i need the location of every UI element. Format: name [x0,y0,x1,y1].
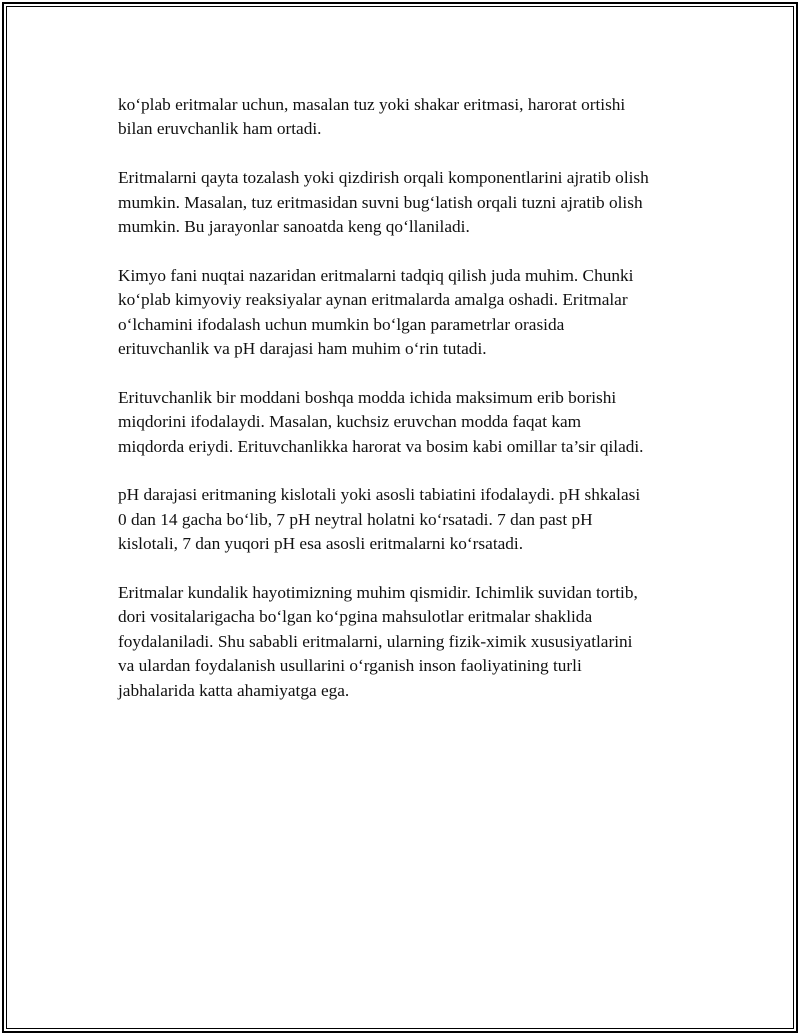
text-line: Kimyo fani nuqtai nazaridan eritmalarni tadqiq qilish juda muhim. Chunki [118,265,634,285]
text-line: pH darajasi eritmaning kislotali yoki asosli tabiatini ifodalaydi. pH shkalasi [118,485,641,505]
text-line: Eritmalar kundalik hayotimizning muhim qismidir. Ichimlik suvidan tortib, [118,583,638,603]
text-line: Erituvchanlik bir moddani boshqa modda ichida maksimum erib borishi [118,387,617,407]
paragraph-1 [118,93,693,142]
text-line: 0 dan 14 gacha bo‘lib, 7 pH neytral holatni ko‘rsatadi. 7 dan past pH [118,509,593,529]
paragraph-4 [118,386,693,459]
text-line: mumkin. Bu jarayonlar sanoatda keng qo‘llaniladi. [118,217,470,237]
text-line: erituvchanlik va pH darajasi ham muhim o‘rin tutadi. [118,339,487,359]
paragraph-5 [118,483,693,556]
paragraph-2 [118,166,693,239]
text-line: miqdorda eriydi. Erituvchanlikka harorat va bosim kabi omillar ta’sir qiladi. [118,436,644,456]
text-line: jabhalarida katta ahamiyatga ega. [118,680,350,700]
paragraph-3 [118,264,693,362]
text-line: ko‘plab eritmalar uchun, masalan tuz yoki shakar eritmasi, harorat ortishi [118,95,626,114]
document-body [118,93,693,727]
text-line: bilan eruvchanlik ham ortadi. [118,119,322,139]
paragraph-6 [118,581,693,703]
text-line: miqdorini ifodalaydi. Masalan, kuchsiz eruvchan modda faqat kam [118,412,582,432]
text-line: mumkin. Masalan, tuz eritmasidan suvni bug‘latish orqali tuzni ajratib olish [118,192,643,212]
text-line: foydalaniladi. Shu sababli eritmalarni, ularning fizik-ximik xususiyatlarini [118,631,633,651]
text-line: o‘lchamini ifodalash uchun mumkin bo‘lgan parametrlar orasida [118,314,565,334]
text-line: dori vositalarigacha bo‘lgan ko‘pgina mahsulotlar eritmalar shaklida [118,607,593,627]
text-line: ko‘plab kimyoviy reaksiyalar aynan eritmalarda amalga oshadi. Eritmalar [118,290,628,310]
text-line: Eritmalarni qayta tozalash yoki qizdirish orqali komponentlarini ajratib olish [118,168,649,188]
text-line: va ulardan foydalanish usullarini o‘rganish inson faoliyatining turli [118,656,582,676]
text-line: kislotali, 7 dan yuqori pH esa asosli eritmalarni ko‘rsatadi. [118,534,524,554]
